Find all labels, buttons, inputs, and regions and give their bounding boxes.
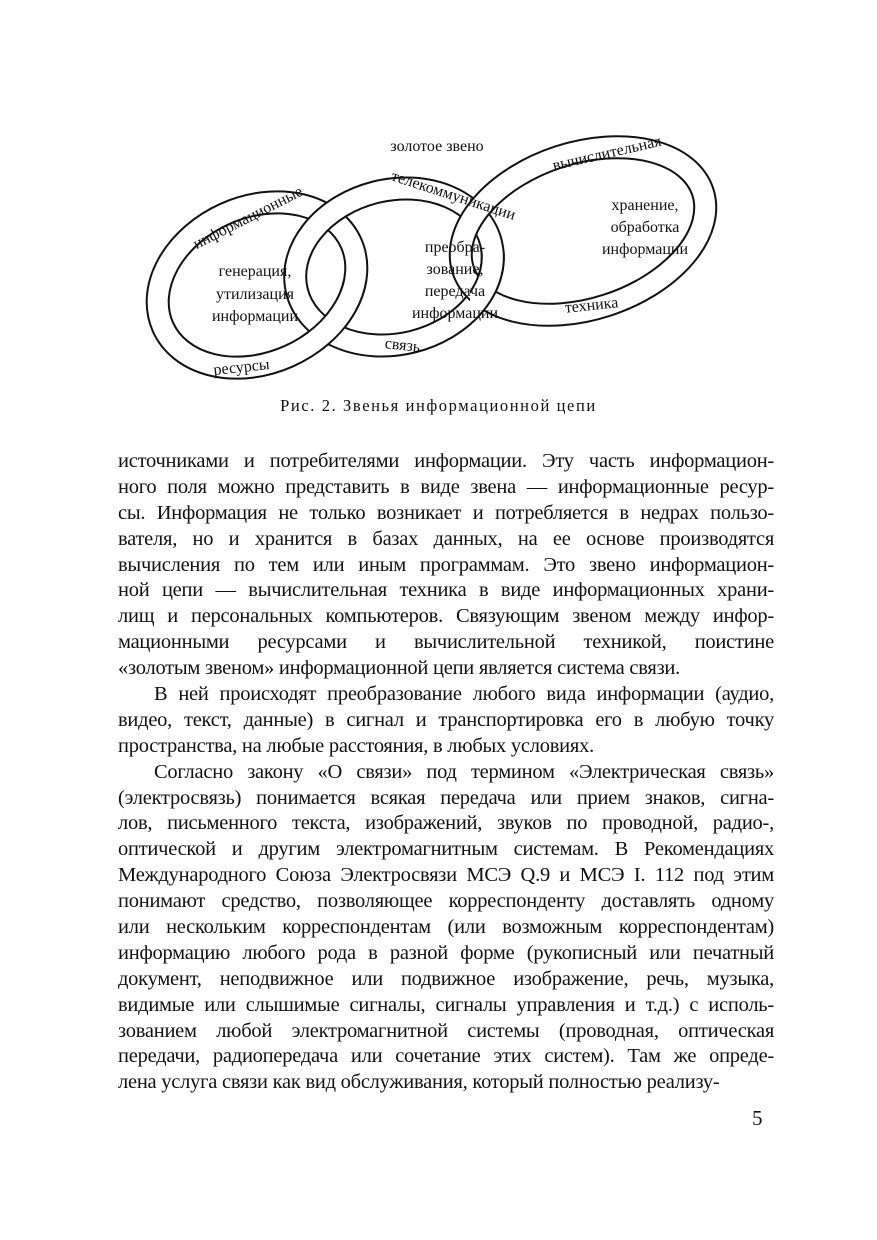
right-link-top-label: вычислительная: [551, 132, 663, 175]
paragraph-line: (электросвязь) понимается всякая передача или прием знаков, сигна-: [118, 786, 774, 809]
paragraph-line: лена услуга связи как вид обслуживания, который полностью реализу-: [118, 1071, 720, 1094]
paragraph-line: Международного Союза Электросвязи МСЭ Q.9 и МСЭ I. 112 под этим: [118, 864, 774, 887]
figure-caption: Рис. 2. Звенья информационной цепи: [280, 396, 597, 415]
golden-link-label: золотое звено: [390, 138, 484, 155]
middle-link-inner-2: зование,: [426, 261, 484, 278]
middle-link-bottom-label: связь: [383, 335, 421, 356]
paragraph-line: вателя, но и хранится в базах данных, на ее основе производятся: [118, 527, 774, 550]
paragraph-line: или нескольким корреспондентам (или возможным корреспондентам): [118, 916, 774, 939]
paragraph-line: мационными ресурсами и вычислительной техникой, поистине: [118, 631, 774, 654]
middle-link-inner-3: передача: [424, 283, 486, 300]
paragraph-line: сы. Информация не только возникает и потребляется в недрах пользо-: [118, 501, 774, 524]
left-link-bottom-label: ресурсы: [212, 356, 271, 379]
right-link-inner-2: обработка: [610, 219, 680, 236]
left-link-inner-2: утилизация: [215, 286, 295, 303]
paragraph-line: лов, письменного текста, изображений, звуков по проводной, радио-,: [118, 812, 774, 835]
left-link-inner-3: информации: [211, 308, 299, 325]
paragraph-line: видимые или слышимые сигналы, сигналы управления и т.д.) с исполь-: [118, 993, 774, 1016]
body-text: [118, 449, 774, 1096]
paragraph-line: ного поля можно представить в виде звена — информационные ресур-: [118, 475, 774, 498]
paragraph-line: зованием любой электромагнитной системы (проводная, оптическая: [118, 1019, 774, 1042]
paragraph-line: передачи, радиопередача или сочетание этих систем). Там же опреде-: [118, 1045, 774, 1068]
paragraph-line: информацию любого рода в разной форме (рукописный или печатный: [118, 941, 774, 964]
paragraph-line: источниками и потребителями информации. Эту часть информацион-: [118, 450, 774, 472]
paragraph-line: вычисления по тем или иным программам. Это звено информацион-: [118, 553, 774, 576]
right-link-inner-1: хранение,: [611, 197, 679, 214]
paragraph-line: оптической и другим электромагнитным системам. В Рекомендациях: [118, 838, 774, 861]
right-link-bottom-label: техника: [563, 294, 620, 317]
paragraph-line: «золотым звеном» информационной цепи является система связи.: [118, 657, 681, 680]
page-number: 5: [752, 1106, 763, 1130]
left-link-inner-1: генерация,: [218, 263, 292, 280]
paragraph-line: В ней происходят преобразование любого вида информации (аудио,: [154, 683, 774, 706]
paragraph-line: пространства, на любые расстояния, в любых условиях.: [118, 734, 594, 757]
middle-link-top-label: телекоммуникации: [389, 167, 518, 224]
paragraph-line: понимают средство, позволяющее корреспонденту доставлять одному: [118, 890, 774, 913]
paragraph-line: ной цепи — вычислительная техника в виде информационных храни-: [118, 579, 774, 602]
information-chain-diagram: [0, 0, 877, 430]
paragraph-line: документ, неподвижное или подвижное изображение, речь, музыка,: [118, 967, 774, 990]
paragraph-line: Согласно закону «О связи» под термином «Электрическая связь»: [154, 760, 774, 783]
middle-link-inner-4: информации: [411, 305, 499, 322]
left-link-top-label: информационные: [190, 183, 306, 253]
middle-link-inner-1: преобра-: [424, 239, 486, 256]
paragraph-line: видео, текст, данные) в сигнал и транспортировка его в любую точку: [118, 708, 774, 731]
paragraph-line: лищ и персональных компьютеров. Связующим звеном между инфор-: [118, 605, 774, 628]
right-link-inner-3: информации: [601, 241, 689, 258]
